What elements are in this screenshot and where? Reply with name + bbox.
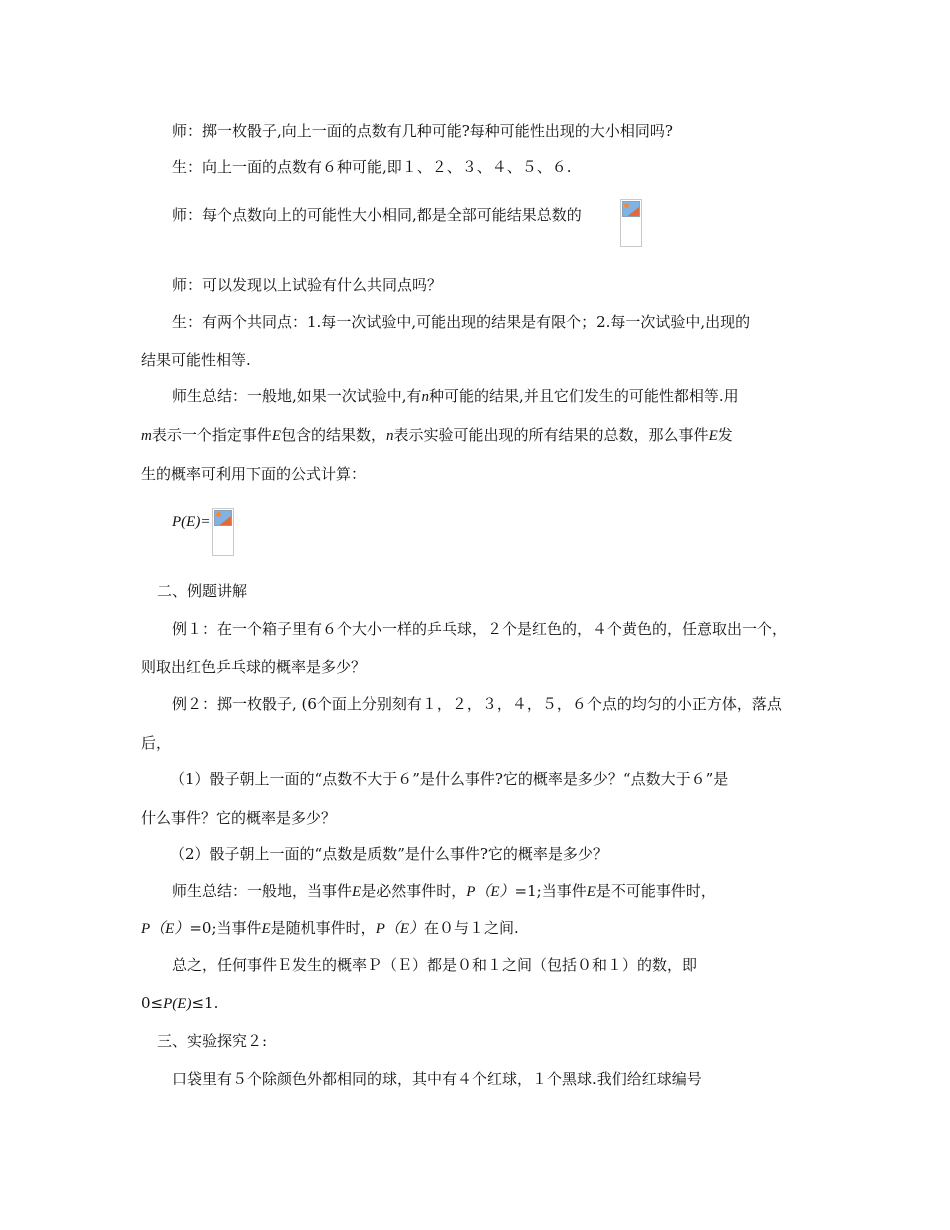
conclusion-line1: 总之，任何事件Ｅ发生的概率Ｐ（Ｅ）都是０和１之间（包括０和１）的数，即	[172, 956, 698, 974]
broken-image-icon	[212, 508, 234, 556]
paragraph-summary-line3: 生的概率可利用下面的公式计算：	[141, 465, 367, 483]
summary-events-line1: 师生总结：一般地，当事件E是必然事件时，P（E）=1;当事件E是不可能事件时，	[172, 882, 716, 900]
summary-events-line2: P（E）=0;当事件E是随机事件时，P（E）在０与１之间.	[141, 919, 519, 937]
paragraph-student-two-points: 生：有两个共同点：1.每一次试验中,可能出现的结果是有限个；2.每一次试验中,出现的	[172, 313, 751, 331]
example-2-line1: 例２：掷一枚骰子, (6个面上分别刻有１，２，３，４，５，６个点的均匀的小正方体，落点	[172, 695, 782, 713]
question-1-line2: 什么事件？它的概率是多少？	[141, 809, 337, 827]
probability-formula: P(E)=	[172, 514, 211, 530]
broken-image-icon	[620, 199, 642, 247]
question-1-line1: （1）骰子朝上一面的“点数不大于６”是什么事件?它的概率是多少？“点数大于６”是	[170, 770, 729, 788]
section-heading-experiment: 三、实验探究２:	[157, 1032, 268, 1050]
experiment-description: 口袋里有５个除颜色外都相同的球，其中有４个红球，１个黑球.我们给红球编号	[172, 1070, 702, 1088]
paragraph-student-answer-dice: 生：向上一面的点数有６种可能,即１、２、３、４、５、６.	[172, 158, 572, 176]
example-2-line2: 后，	[141, 734, 172, 752]
paragraph-teacher-question-dice: 师：掷一枚骰子,向上一面的点数有几种可能?每种可能性出现的大小相同吗?	[172, 122, 673, 140]
paragraph-student-two-points-cont: 结果可能性相等.	[141, 351, 251, 369]
example-1-line1: 例１：在一个箱子里有６个大小一样的乒乓球，２个是红色的，４个黄色的，任意取出一个，	[172, 620, 788, 638]
paragraph-teacher-equal-probability: 师：每个点数向上的可能性大小相同,都是全部可能结果总数的	[172, 206, 582, 224]
paragraph-teacher-common-point: 师：可以发现以上试验有什么共同点吗？	[172, 276, 443, 294]
example-1-line2: 则取出红色乒乓球的概率是多少？	[141, 658, 367, 676]
conclusion-line2: 0≤P(E)≤1.	[141, 994, 219, 1012]
question-2: （2）骰子朝上一面的“点数是质数”是什么事件?它的概率是多少？	[170, 845, 608, 863]
section-heading-examples: 二、例题讲解	[157, 582, 248, 600]
paragraph-summary-line2: m表示一个指定事件E包含的结果数，n表示实验可能出现的所有结果的总数，那么事件E发	[141, 426, 733, 444]
paragraph-summary-line1: 师生总结：一般地,如果一次试验中,有n种可能的结果,并且它们发生的可能性都相等.用	[172, 387, 739, 405]
